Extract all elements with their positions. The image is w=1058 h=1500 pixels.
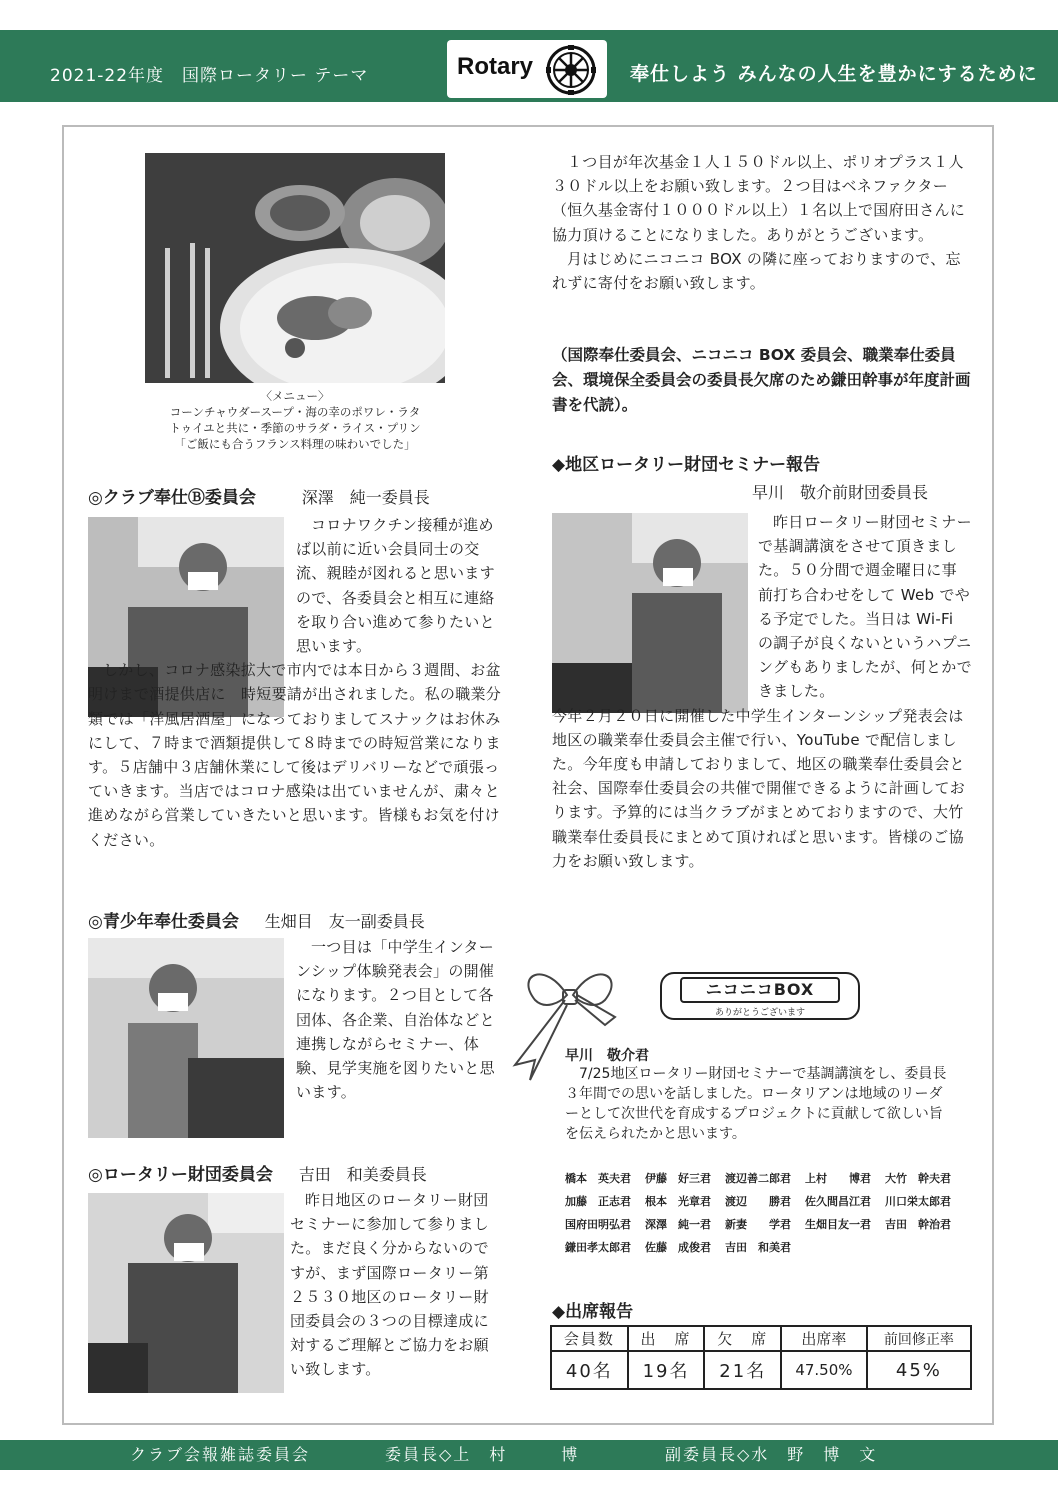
club-service-paragraph: コロナワクチン接種が進めば以前に近い会員同士の交流、親睦が図れると思いますので、各委員会と相互に連絡を取り合い進めて参りたいと思います。	[296, 516, 495, 656]
member-name: 渡辺 勝君	[725, 1195, 791, 1208]
member-name: 加藤 正志君	[565, 1195, 631, 1208]
rotary-wheel-icon	[545, 44, 597, 96]
foundation-title: ◎ロータリー財団委員会	[88, 1165, 273, 1185]
foundation-heading	[88, 1160, 427, 1185]
foundation-body-right	[552, 150, 972, 295]
attendance-header-cell: 出 席	[628, 1326, 705, 1351]
nikoniko-text: 7/25地区ロータリー財団セミナーで基調講演をし、委員長３年間での思いを話しました。ロータリアンは地域のリーダーとして次世代を育成するプロジェクトに貢献して欲しい旨を伝えられたかと思います。	[565, 1066, 947, 1142]
proxy-reading-note: （国際奉仕委員会、ニコニコ BOX 委員会、職業奉仕委員会、環境保全委員会の委員長欠席のため鎌田幹事が年度計画書を代読）。	[552, 346, 971, 414]
youth-service-paragraph: 一つ目は「中学生インターンシップ体験発表会」の開催になります。２つ目として各団体、各企業、自治体などと連携しながらセミナー、体験、見学実施を図りたいと思います。	[296, 938, 495, 1102]
attendance-header-row	[551, 1326, 971, 1351]
foundation-speaker-photo	[88, 1193, 284, 1393]
nikoniko-box-title: ニコニコBOX	[680, 977, 840, 1003]
member-name: 大竹 幹夫君	[885, 1172, 951, 1185]
foundation-paragraph: １つ目が年次基金１人１５０ドル以上、ポリオプラス１人３０ドル以上をお願い致します。２つ目はベネファクター（恒久基金寄付１０００ドル以上）１名以上で国府田さんに協力頂けることになりました。ありがとうございます。	[552, 153, 966, 244]
dinner-photo	[145, 153, 445, 383]
footer-chair: 委員長◇上 村 博	[385, 1445, 580, 1464]
seminar-person: 早川 敬介前財団委員長	[752, 483, 929, 502]
attendance-value-cell: 45%	[867, 1351, 971, 1389]
member-name: 伊藤 好三君	[645, 1172, 711, 1185]
rotary-logo-text: Rotary	[457, 53, 534, 80]
member-name: 渡辺善二郎君	[725, 1172, 791, 1185]
attendance-table	[550, 1325, 972, 1390]
youth-service-title: ◎青少年奉仕委員会	[88, 912, 239, 932]
member-name: 上村 博君	[805, 1172, 871, 1185]
club-service-person: 深澤 純一委員長	[301, 488, 430, 507]
member-name: 吉田 和美君	[725, 1241, 791, 1254]
club-service-body	[88, 513, 503, 852]
seminar-heading	[552, 450, 820, 475]
youth-service-person: 生畑目 友一副委員長	[264, 912, 425, 931]
youth-service-body	[296, 935, 503, 1104]
rotary-logo	[447, 40, 607, 98]
menu-caption	[145, 388, 445, 452]
footer-bar	[0, 1440, 1058, 1470]
member-name: 川口栄太郎君	[885, 1195, 951, 1208]
header-year-theme: 2021-22年度 国際ロータリー テーマ	[50, 66, 369, 86]
attendance-header-cell: 会員数	[551, 1326, 628, 1351]
attendance-value-cell: 19名	[628, 1351, 705, 1389]
seminar-person-line	[752, 480, 928, 503]
member-name: 新妻 学君	[725, 1218, 791, 1231]
youth-service-speaker-photo	[88, 938, 284, 1138]
club-service-title: ◎クラブ奉仕Ⓑ委員会	[88, 488, 256, 508]
member-name: 生畑目友一君	[805, 1218, 871, 1231]
attendance-value-cell: 40名	[551, 1351, 628, 1389]
nikoniko-name: 早川 敬介君	[565, 1048, 649, 1064]
menu-caption-line: トゥイユと共に・季節のサラダ・ライス・プリン	[169, 421, 421, 435]
footer-committee: クラブ会報雑誌委員会	[130, 1445, 311, 1464]
menu-caption-line: 「ご飯にも合うフランス料理の味わいでした」	[174, 437, 416, 451]
attendance-value-cell: 21名	[704, 1351, 781, 1389]
youth-service-heading	[88, 907, 425, 932]
club-service-heading	[88, 483, 430, 508]
foundation-person: 吉田 和美委員長	[298, 1165, 427, 1184]
seminar-paragraph: 今年２月２０日に開催した中学生インターンシップ発表会は地区の職業奉仕委員会主催で行い、YouTube で配信しました。今年度も申請しておりまして、地区の職業奉仕委員会と社会、国際奉仕委員会の共催で開催できるように計画しております。予算的には当クラブがまとめておりますので、大竹職業奉仕委員長にまとめて頂ければと思います。皆様のご協力をお願い致します。	[552, 706, 966, 870]
member-name: 橋本 英夫君	[565, 1172, 631, 1185]
member-name: 佐藤 成俊君	[645, 1241, 711, 1254]
menu-caption-title: 〈メニュー〉	[260, 389, 330, 403]
member-name: 国府田明弘君	[565, 1218, 631, 1231]
attendance-header-cell: 出席率	[781, 1326, 867, 1351]
attendance-header-cell: 前回修正率	[867, 1326, 971, 1351]
nikoniko-member-list	[565, 1170, 965, 1262]
nikoniko-box-subtitle: ありがとうございます	[714, 1008, 805, 1018]
member-name: 根本 光章君	[645, 1195, 711, 1208]
seminar-paragraph: 昨日ロータリー財団セミナーで基調講演をさせて頂きました。５０分間で週金曜日に事前打ち合わせをして Web でやる予定でした。当日は Wi-Fi の調子が良くないというハプニングもありましたが、何とかできました。	[758, 513, 972, 701]
foundation-paragraph: 月はじめにニコニコ BOX の隣に座っておりますので、忘れずに寄付をお願い致します。	[552, 249, 961, 293]
header-theme-text: 奉仕しよう みんなの人生を豊かにするために	[630, 63, 1038, 85]
member-name: 鎌田孝太郎君	[565, 1241, 631, 1254]
seminar-title: ◆地区ロータリー財団セミナー報告	[552, 455, 821, 475]
menu-caption-line: コーンチャウダースープ・海の幸のポワレ・ラタ	[169, 405, 421, 419]
member-name: 深澤 純一君	[645, 1218, 711, 1231]
member-name: 佐久間昌江君	[805, 1195, 871, 1208]
club-service-paragraph: しかし、コロナ感染拡大で市内では本日から３週間、お盆明けまで酒提供店に 時短要請が出されました。私の職業分類では「洋風居酒屋」になっておりましてスナックはお休みにして、７時まで酒類提供して８時までの時短営業になります。５店舗中３店舗休業にして後はデリバリーなどで頑張っていきます。当店ではコロナ感染は出ていませんが、粛々と進めながら営業していきたいと思います。皆様もお気を付けください。	[88, 661, 502, 849]
seminar-body	[552, 510, 972, 873]
attendance-value-row	[551, 1351, 971, 1389]
member-name: 吉田 幹治君	[885, 1218, 951, 1231]
attendance-heading: ◆出席報告	[552, 1302, 634, 1322]
foundation-body-left	[290, 1188, 503, 1382]
nikoniko-box-badge	[660, 972, 860, 1020]
attendance-value-cell: 47.50%	[781, 1351, 867, 1389]
foundation-paragraph: 昨日地区のロータリー財団セミナーに参加して参りました。まだ良く分からないのですが、まず国際ロータリー第２５３０地区のロータリー財団委員会の３つの目標達成に対するご理解とご協力をお願い致します。	[290, 1191, 489, 1379]
footer-vice-chair: 副委員長◇水 野 博 文	[665, 1445, 878, 1464]
attendance-header-cell: 欠 席	[704, 1326, 781, 1351]
